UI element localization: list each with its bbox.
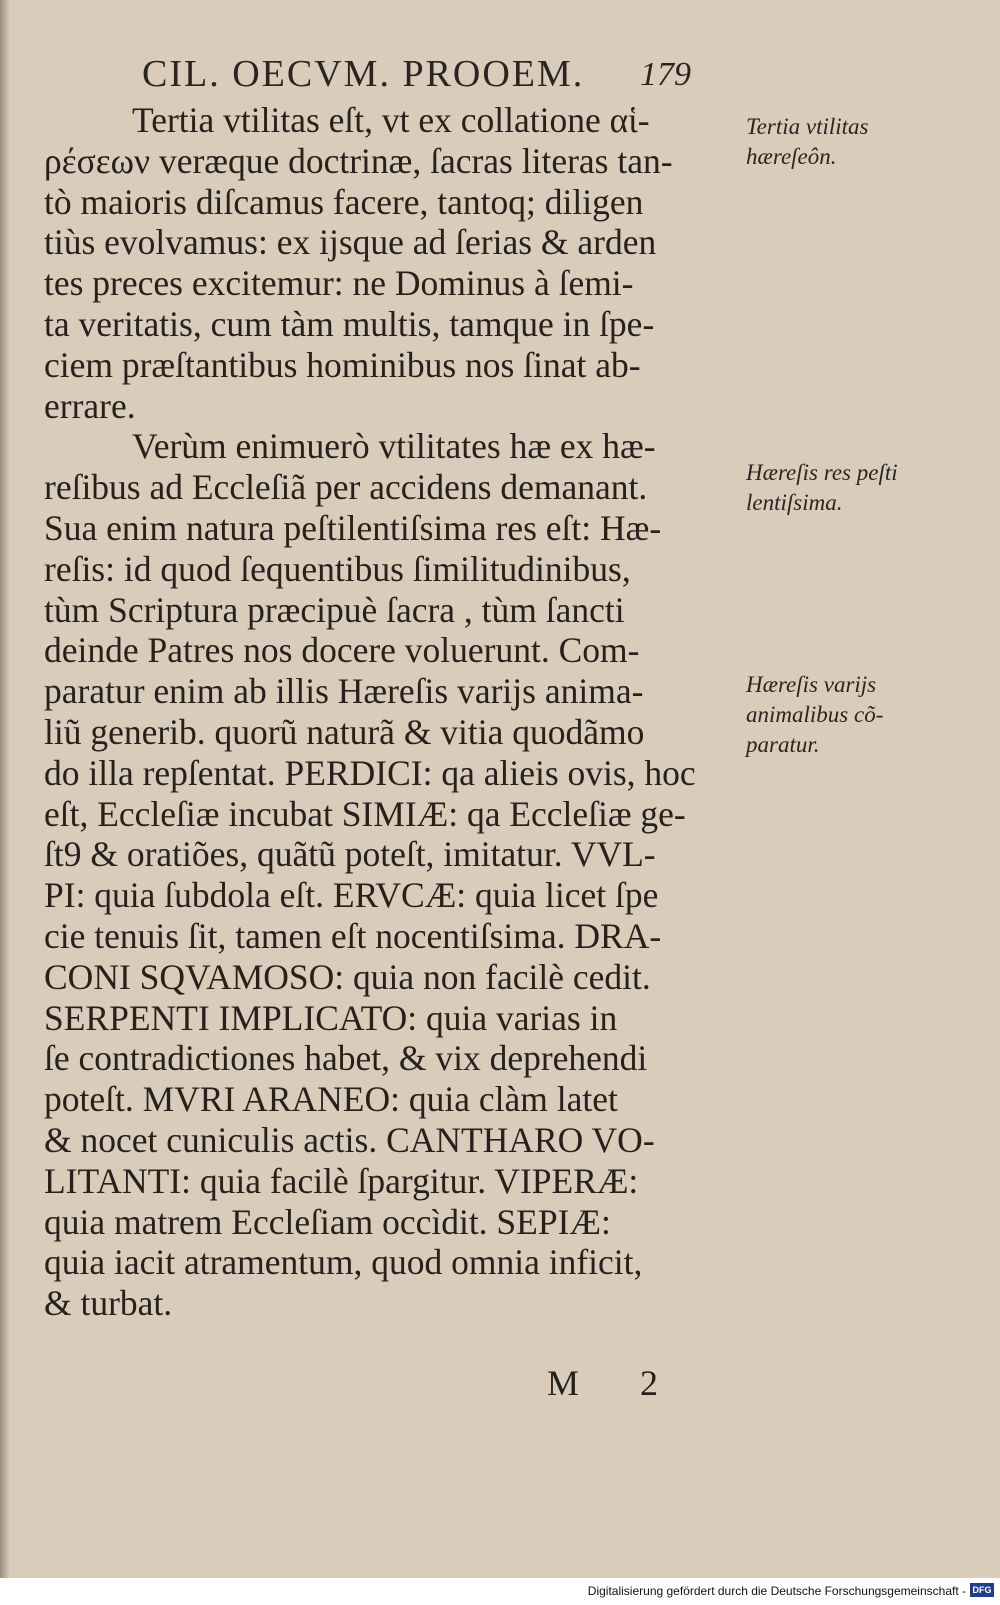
running-title: CIL. OECVM. PROOEM. [142,53,585,95]
signature-mark: M 2 [547,1363,685,1403]
page-number: 179 [640,56,691,93]
dfg-logo-icon: DFG [970,1583,994,1597]
margin-note-1: Tertia vtilitas hæreſeôn. [746,114,869,169]
footer-bar [0,1578,1000,1605]
funding-credit: Digitalisierung gefördert durch die Deutsche Forschungsgemeinschaft - [587,1584,966,1598]
margin-note-3: Hæreſis varijs animalibus cõ- paratur. [746,672,884,757]
paragraph-2: Verùm enimuerò vtilitates hæ ex hæ- reſibus ad Eccleſiã per accidens demanant. Sua enim natura peſtilentiſsima res eſt: Hæ- reſis: id quod ſequentibus ſimilitudinibus, tùm Scriptura præcipuè ſacra , tùm ſancti deinde Patres nos docere voluerunt. Com- paratur enim ab illis Hæreſis varijs anima- liũ generib. quorũ naturã & vitia quodãmo do illa repſentat. PERDICI: qa alieis ovis, hoc eſt, Eccleſiæ incubat SIMIÆ: qa Eccleſiæ ge- ſt9 & oratiões, quãtũ poteſt, imitatur. VVL- PI: quia ſubdola eſt. ERVCÆ: quia licet ſpe cie tenuis ſit, tamen eſt nocentiſsima. DRA- CONI SQVAMOSO: quia non facilè cedit. SERPENTI IMPLICATO: quia varias in ſe contradictiones habet, & vix deprehendi poteſt. MVRI ARANEO: quia clàm latet & nocet cuniculis actis. CANTHARO VO- LITANTI: quia facilè ſpargitur. VIPERÆ: quia matrem Eccleſiam occìdit. SEPIÆ: quia iacit atramentum, quod omnia inficit, & turbat. [44,426,696,1324]
margin-note-2: Hæreſis res peſti lentiſsima. [746,460,898,515]
page-edge-shadow [0,0,10,1578]
paragraph-1: Tertia vtilitas eſt, vt ex collatione αἱ- ρέσεων veræque doctrinæ, ſacras literas tan- tò maioris diſcamus facere, tantoq; diligen tiùs evolvamus: ex ijsque ad ſerias & arden tes preces excitemur: ne Dominus à ſemi- ta veritatis, cum tàm multis, tamque in ſpe- ciem præſtantibus hominibus nos ſinat ab- errare. [44,100,673,426]
main-text [44,100,734,1324]
